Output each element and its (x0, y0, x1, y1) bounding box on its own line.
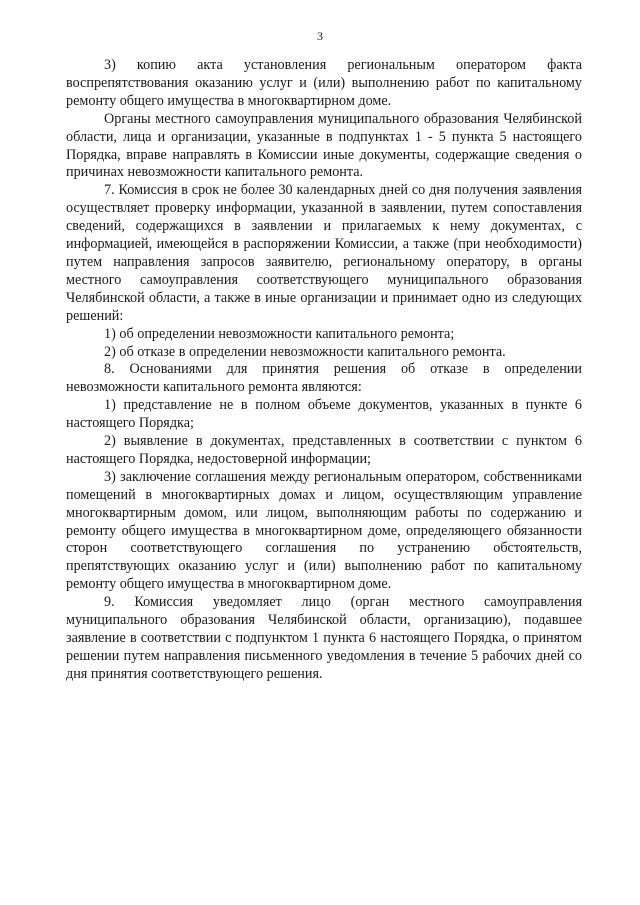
page-number: 3 (317, 29, 323, 43)
paragraph-ground-2: 2) выявление в документах, представленных в соответствии с пунктом 6 настоящего Порядка, недостоверной информации; (66, 433, 582, 467)
paragraph-local-authorities: Органы местного самоуправления муниципального образования Челябинской области, лица и организации, указанные в подпунктах 1 - 5 пункта 5 настоящего Порядка, вправе направлять в Комиссии иные документы, содержащие сведения о причинах невозможности капитального ремонта. (66, 110, 582, 181)
paragraph-ground-3: 3) заключение соглашения между региональным оператором, собственниками помещений в многоквартирных домах и лицом, осуществляющим управление многоквартирным домом, или лицом, выполняющим работы по содержанию и ремонту общего имущества в многоквартирном доме, определяющего обязанности сторон соответствующего соглашения по устранению обстоятельств, препятствующих оказанию услуг и (или) выполнению работ по капитальному ремонту общего имущества в многоквартирном доме. (66, 468, 582, 593)
document-body (66, 57, 582, 684)
paragraph-8-grounds: 8. Основаниями для принятия решения об отказе в определении невозможности капитального ремонта являются: (66, 361, 582, 396)
paragraph-ground-1: 1) представление не в полном объеме документов, указанных в пункте 6 настоящего Порядка; (66, 397, 582, 432)
paragraph-item-3-act: 3) копию акта установления региональным оператором факта воспрепятствования оказанию услуг и (или) выполнению работ по капитальному ремонту общего имущества в многоквартирном доме. (66, 57, 582, 109)
paragraph-9-notification: 9. Комиссия уведомляет лицо (орган местного самоуправления муниципального образования Челябинской области, организацию), подавшее заявление в соответствии с подпунктом 1 пункта 6 настоящего Порядка, о принятом решении путем направления письменного уведомления в течение 5 рабочих дней со дня принятия соответствующего решения. (66, 594, 582, 682)
paragraph-decision-2: 2) об отказе в определении невозможности капитального ремонта. (104, 343, 506, 360)
paragraph-7-commission-review: 7. Комиссия в срок не более 30 календарных дней со дня получения заявления осуществляет проверку информации, указанной в заявлении, путем сопоставления сведений, содержащихся в заявлении и прилагаемых к нему документах, с информацией, имеющейся в распоряжении Комиссии, а также (при необходимости) путем направления запросов заявителю, региональному оператору, в органы местного самоуправления соответствующего муниципального образования Челябинской области, а также в иные организации и принимает одно из следующих решений: (66, 182, 582, 324)
paragraph-decision-1: 1) об определении невозможности капитального ремонта; (104, 325, 455, 342)
